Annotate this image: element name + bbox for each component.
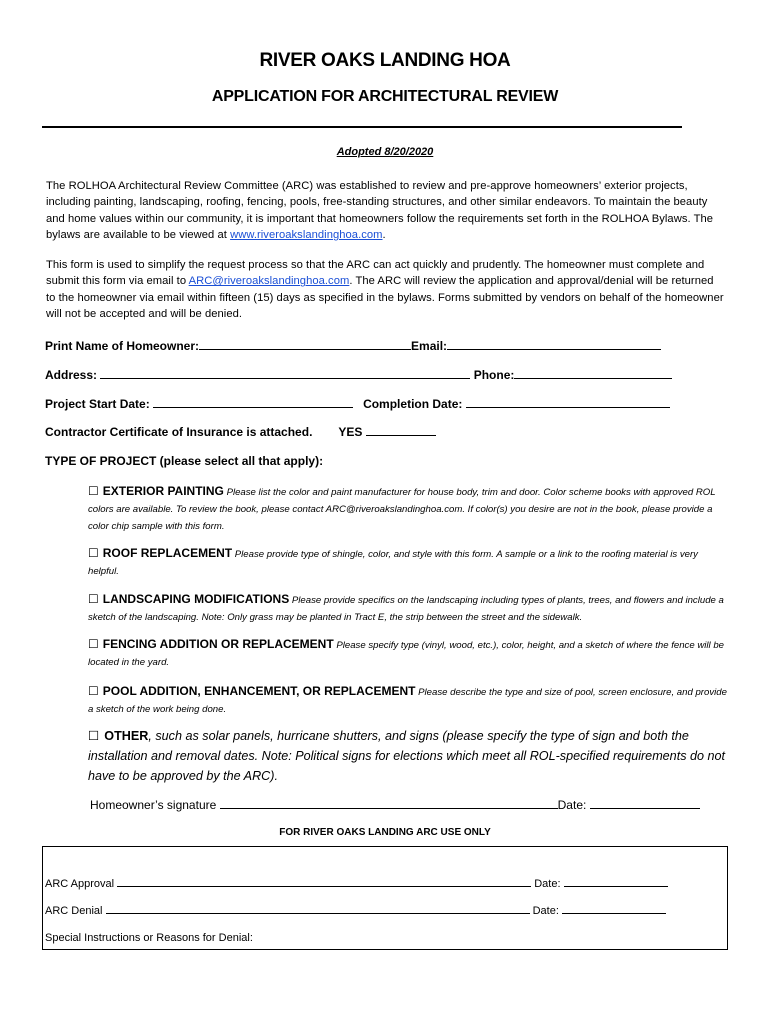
signature-row [90, 797, 700, 812]
title-divider [42, 126, 682, 128]
arc-approval-row [45, 877, 668, 890]
start-date-field[interactable] [153, 396, 353, 408]
option-label: ROOF REPLACEMENT [102, 546, 233, 560]
signature-label: Homeowner’s signature [90, 798, 217, 812]
name-label: Print Name of Homeowner: [45, 339, 200, 353]
email-field[interactable] [447, 338, 661, 350]
insurance-row [45, 424, 436, 439]
option-roof-replacement [88, 545, 728, 580]
name-field[interactable] [199, 338, 411, 350]
roof-replacement-checkbox[interactable]: ☐ [88, 546, 99, 560]
option-description: Please list the color and paint manufacturer for house body, trim and door. Color scheme books with approved ROL colors are available. To review the book, please contact ARC@riveroakslandinghoa.com. If color(s) you desire are not in the book, please provide a color chip sample with this form. [88, 487, 716, 532]
option-label: EXTERIOR PAINTING [102, 484, 224, 498]
intro-text: The ROLHOA Architectural Review Committee (ARC) was established to review and pre-approve homeowners’ exterior projects, including painting, landscaping, roofing, fencing, pools, free-standing structures, and other similar endeavors. To maintain the beauty and home values within our community, it is important that homeowners follow the requirements set forth in the ROLHOA Bylaws. The bylaws are available to be viewed at [46, 180, 714, 242]
dates-row [45, 396, 670, 411]
address-label: Address: [45, 368, 98, 382]
process-text-a: This form is used to simplify the request process so that the ARC can act quickly and prudently. The homeowner must complete and submit this form via email to [46, 259, 705, 288]
arc-approval-date-field[interactable] [564, 877, 668, 887]
phone-label: Phone: [473, 368, 515, 382]
insurance-label: Contractor Certificate of Insurance is attached. [45, 425, 313, 439]
address-field[interactable] [100, 367, 470, 379]
arc-approval-field[interactable] [117, 877, 531, 887]
option-pool [88, 683, 728, 718]
process-paragraph [46, 257, 726, 323]
option-landscaping [88, 591, 728, 626]
form-title: APPLICATION FOR ARCHITECTURAL REVIEW [211, 88, 559, 105]
arc-use-heading: FOR RIVER OAKS LANDING ARC USE ONLY [279, 827, 491, 838]
yes-label: YES [338, 425, 363, 439]
name-email-row [45, 338, 661, 353]
option-label: POOL ADDITION, ENHANCEMENT, OR REPLACEMENT [102, 684, 416, 698]
phone-field[interactable] [514, 367, 672, 379]
exterior-painting-checkbox[interactable]: ☐ [88, 484, 99, 498]
option-description: Please describe the type and size of pool, screen enclosure, and provide a sketch of the work being done. [88, 687, 727, 715]
option-label: OTHER [104, 729, 149, 743]
arc-denial-row [45, 904, 666, 917]
option-description: Please provide type of shingle, color, and style with this form. A sample or a link to the roofing material is very helpful. [88, 549, 698, 577]
special-instructions: Special Instructions or Reasons for Denial: [45, 932, 253, 944]
arc-approval-label: ARC Approval [45, 878, 115, 890]
completion-date-label: Completion Date: [363, 397, 463, 411]
arc-denial-date-field[interactable] [562, 904, 666, 914]
option-description: , such as solar panels, hurricane shutters, and signs (please specify the type of sign and both the installation and removal dates. Note: Political signs for elections which meet all ROL-specified requirements do not have to be approved by the ARC). [88, 729, 725, 783]
arc-denial-label: ARC Denial [45, 905, 103, 917]
intro-paragraph [46, 178, 726, 244]
option-other [88, 726, 738, 786]
yes-field[interactable] [366, 424, 436, 436]
process-text-b: . The ARC will review the application and approval/denial will be returned to the homeowner via email within fifteen (15) days as specified in the bylaws. Forms submitted by vendors on behalf of the homeowner will not be accepted and will be denied. [46, 275, 724, 321]
email-link[interactable]: ARC@riveroakslandinghoa.com [188, 275, 350, 288]
adopted-date: Adopted 8/20/2020 [336, 146, 434, 158]
pool-checkbox[interactable]: ☐ [88, 684, 99, 698]
address-phone-row [45, 367, 672, 382]
project-type-heading: TYPE OF PROJECT (please select all that apply): [45, 454, 324, 468]
arc-denial-field[interactable] [106, 904, 530, 914]
intro-end: . [382, 229, 386, 242]
other-checkbox[interactable]: ☐ [88, 729, 100, 743]
website-link[interactable]: www.riveroakslandinghoa.com [230, 229, 383, 242]
landscaping-checkbox[interactable]: ☐ [88, 592, 99, 606]
option-description: Please specify type (vinyl, wood, etc.), color, height, and a sketch of where the fence will be located in the yard. [88, 640, 725, 668]
signature-field[interactable] [220, 797, 558, 809]
email-label: Email: [411, 339, 448, 353]
org-title: RIVER OAKS LANDING HOA [259, 50, 511, 71]
arc-approval-date-label: Date: [534, 878, 561, 890]
option-label: LANDSCAPING MODIFICATIONS [102, 592, 290, 606]
arc-denial-date-label: Date: [532, 905, 559, 917]
signature-date-label: Date: [557, 798, 587, 812]
option-fencing [88, 636, 728, 671]
option-label: FENCING ADDITION OR REPLACEMENT [102, 637, 334, 651]
signature-date-field[interactable] [590, 797, 700, 809]
option-description: Please provide specifics on the landscaping including types of plants, trees, and flowers and include a sketch of the landscaping. Note: Only grass may be planted in Tract E, the strip between the street and the sidewalk. [88, 595, 724, 623]
option-exterior-painting [88, 483, 728, 535]
fencing-checkbox[interactable]: ☐ [88, 637, 99, 651]
start-date-label: Project Start Date: [45, 397, 150, 411]
completion-date-field[interactable] [466, 396, 670, 408]
